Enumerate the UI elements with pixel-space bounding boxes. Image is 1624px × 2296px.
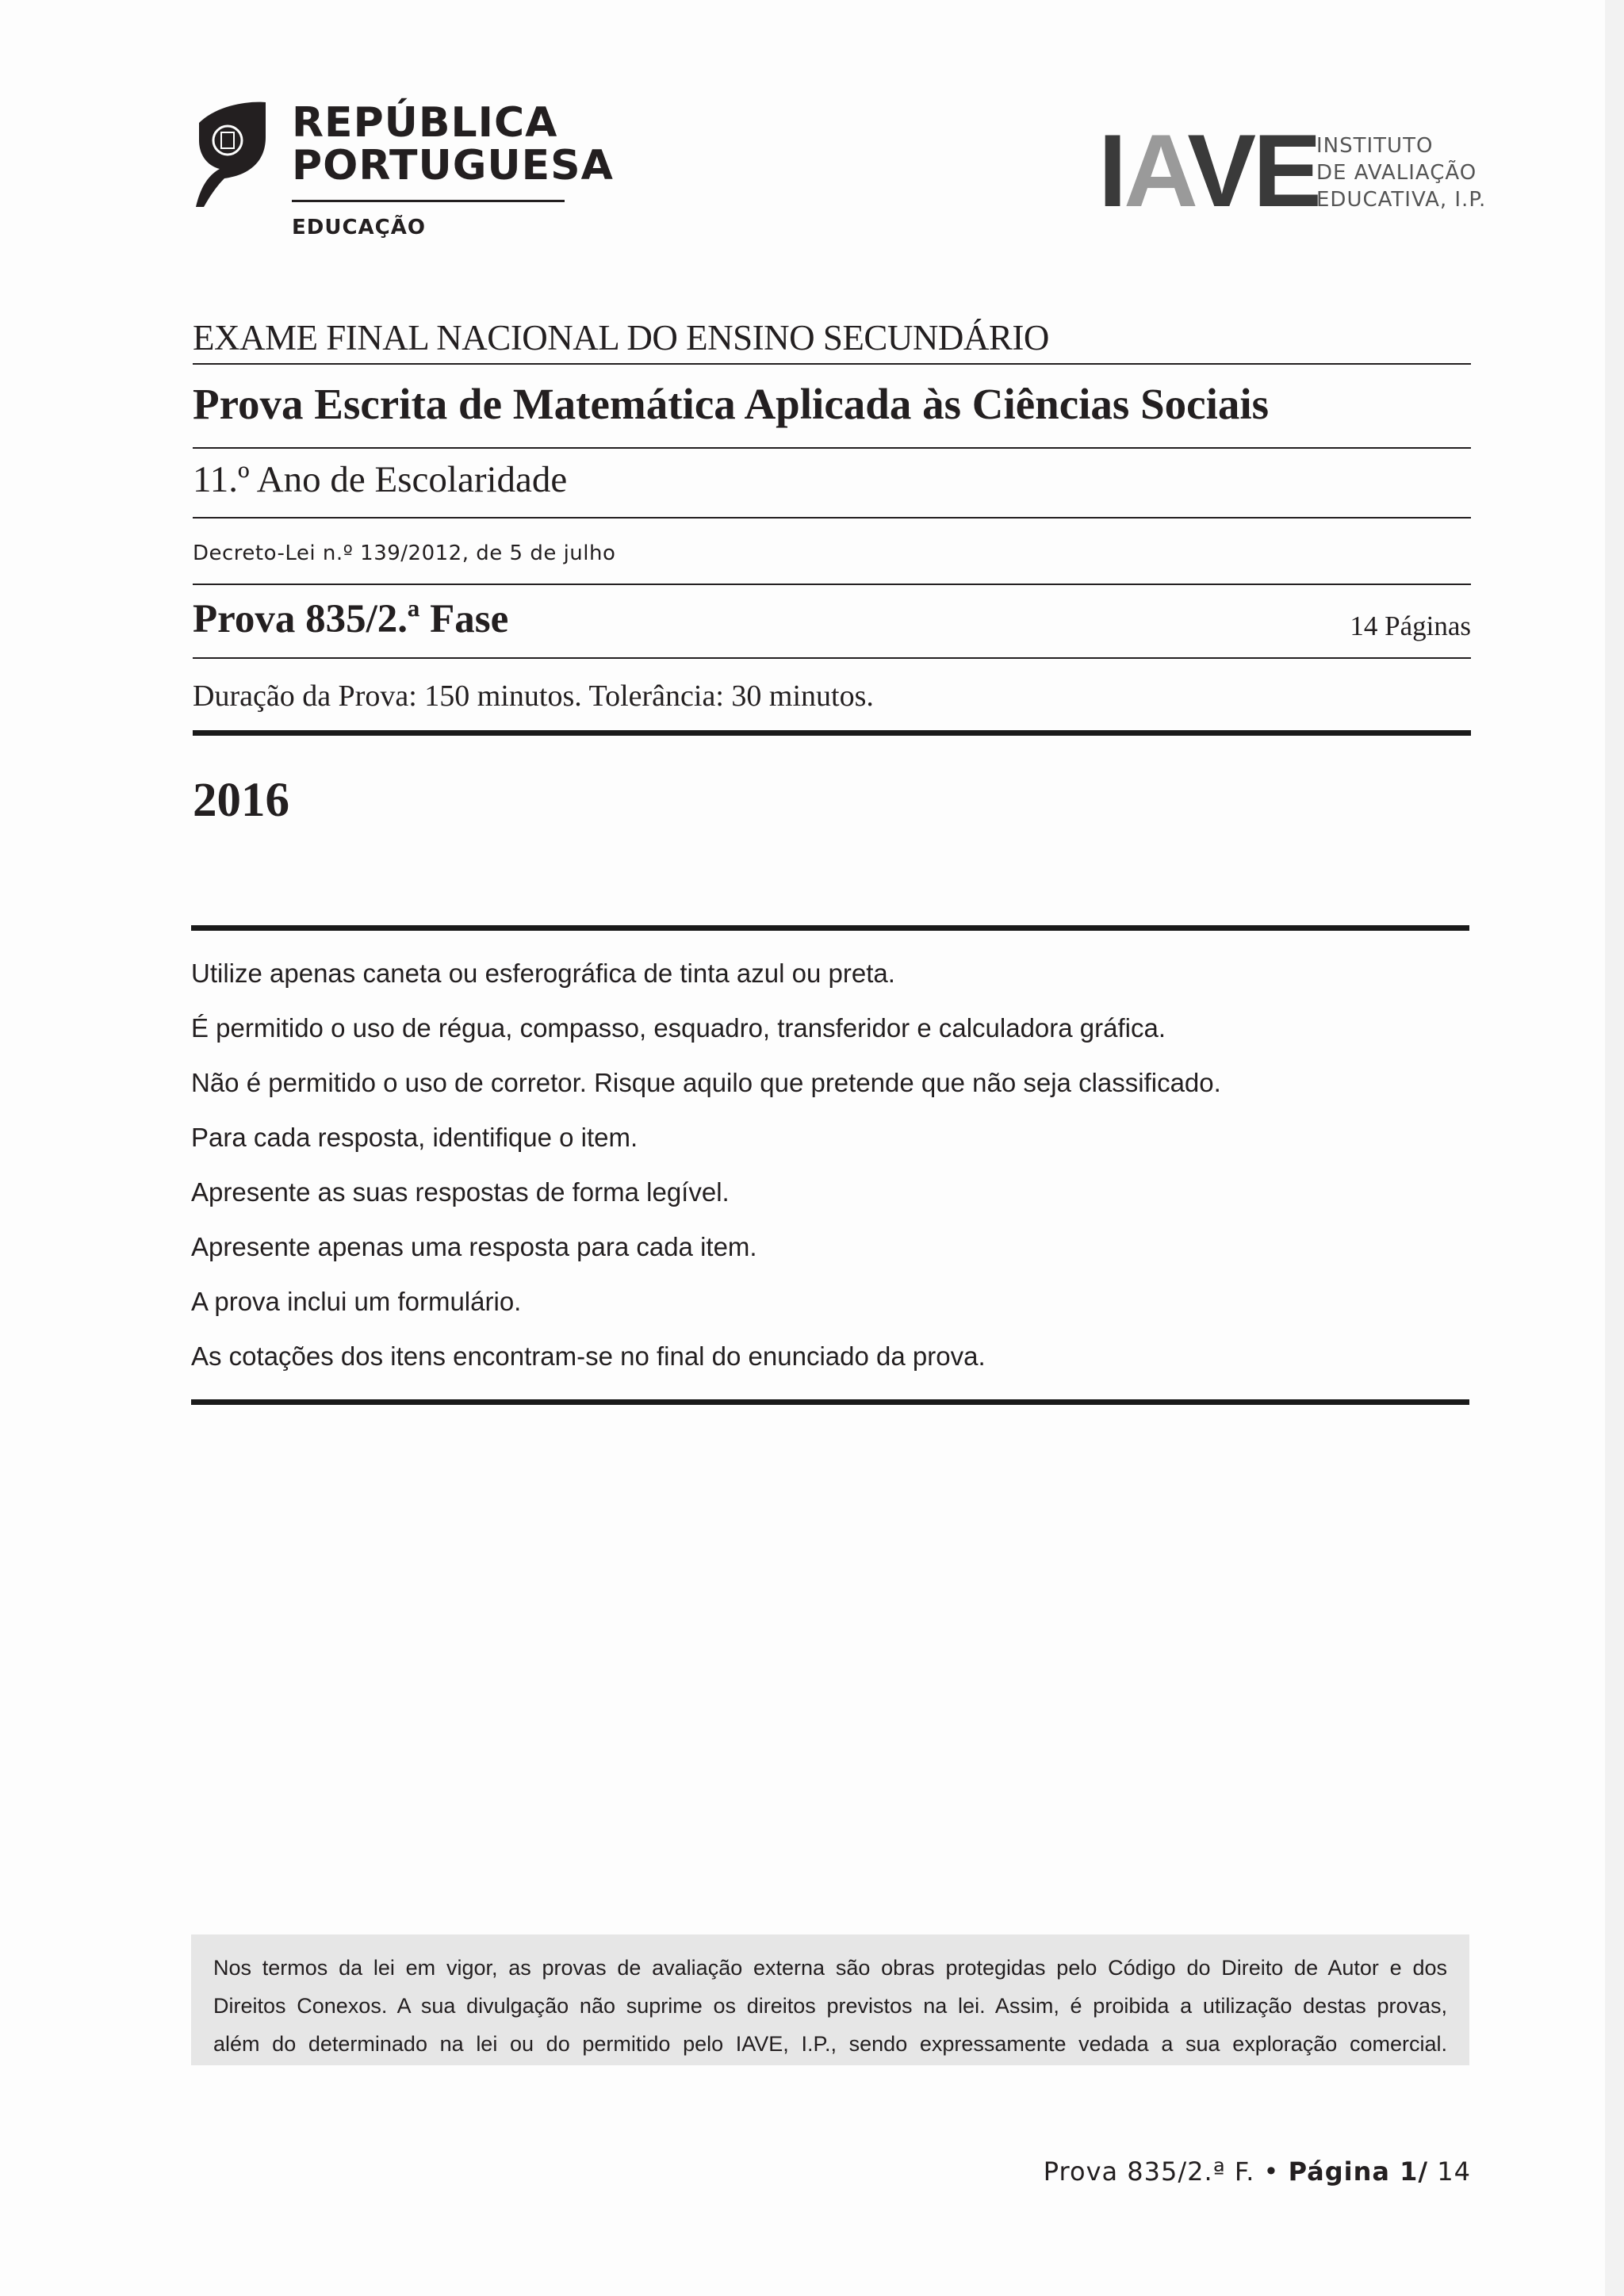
footer-page-label: Página 1/ xyxy=(1288,2156,1429,2187)
page-edge-strip xyxy=(1605,0,1624,2296)
rule-thick-2 xyxy=(191,925,1469,931)
instruction-item: É permitido o uso de régua, compasso, esquadro, transferidor e calculadora gráfica. xyxy=(191,1013,1166,1043)
page-footer xyxy=(1044,2156,1471,2187)
exam-title: Prova Escrita de Matemática Aplicada às Ciências Sociais xyxy=(193,380,1270,428)
school-year: 11.º Ano de Escolaridade xyxy=(193,459,568,500)
iave-name-line3: EDUCATIVA, I.P. xyxy=(1316,188,1487,212)
republica-divider xyxy=(292,200,565,202)
republica-line2: PORTUGUESA xyxy=(292,142,614,189)
rule-thick-1 xyxy=(193,730,1471,736)
republica-subtitle: EDUCAÇÃO xyxy=(292,216,426,239)
decree-reference: Decreto-Lei n.º 139/2012, de 5 de julho xyxy=(193,541,616,565)
rule-thick-3 xyxy=(191,1399,1469,1405)
rule-3 xyxy=(193,517,1471,519)
republica-wordmark xyxy=(292,101,614,187)
page-count: 14 Páginas xyxy=(1350,610,1471,641)
iave-name-line1: INSTITUTO xyxy=(1316,134,1434,158)
rule-2 xyxy=(193,447,1471,449)
instruction-item: Apresente apenas uma resposta para cada item. xyxy=(191,1232,757,1261)
footer-prefix: Prova 835/2.ª F. • xyxy=(1043,2156,1289,2187)
iave-logo xyxy=(1098,113,1319,228)
instruction-item: As cotações dos itens encontram-se no final do enunciado da prova. xyxy=(191,1341,986,1371)
instruction-item: Para cada resposta, identifique o item. xyxy=(191,1123,638,1152)
iave-institute-name xyxy=(1316,132,1486,213)
copyright-notice xyxy=(191,1934,1469,2065)
republica-line1: REPÚBLICA xyxy=(292,99,558,147)
instructions-list xyxy=(191,955,1469,1392)
iave-name-line2: DE AVALIAÇÃO xyxy=(1316,161,1477,185)
notice-line-2: Direitos Conexos. A sua divulgação não suprime os direitos previstos na lei. Assim, é proibida a utilização destas provas, xyxy=(213,1994,1447,2018)
iave-letter-a: A xyxy=(1124,113,1188,228)
notice-line-3: além do determinado na lei ou do permitido pelo IAVE, I.P., sendo expressamente vedada a sua exploração comercial. xyxy=(213,2032,1447,2056)
instruction-item: Utilize apenas caneta ou esferográfica de tinta azul ou preta. xyxy=(191,959,895,988)
exam-year: 2016 xyxy=(193,774,289,827)
instruction-item: Não é permitido o uso de corretor. Risque aquilo que pretende que não seja classificado. xyxy=(191,1068,1221,1097)
instruction-item: Apresente as suas respostas de forma legível. xyxy=(191,1177,730,1207)
exam-duration: Duração da Prova: 150 minutos. Tolerância: 30 minutos. xyxy=(193,679,874,713)
notice-line-1: Nos termos da lei em vigor, as provas de avaliação externa são obras protegidas pelo Código do Direito de Autor e dos xyxy=(213,1956,1447,1980)
exam-type: EXAME FINAL NACIONAL DO ENSINO SECUNDÁRIO xyxy=(193,318,1049,358)
rule-4 xyxy=(193,584,1471,585)
exam-code: Prova 835/2.ª Fase xyxy=(193,597,509,641)
instruction-item: A prova inclui um formulário. xyxy=(191,1287,522,1316)
rule-1 xyxy=(193,363,1471,365)
rule-5 xyxy=(193,657,1471,659)
footer-total: 14 xyxy=(1428,2156,1471,2187)
republica-emblem-logo xyxy=(193,99,268,207)
iave-letter-i: I xyxy=(1098,113,1124,228)
iave-letters-ve: VE xyxy=(1187,113,1319,228)
